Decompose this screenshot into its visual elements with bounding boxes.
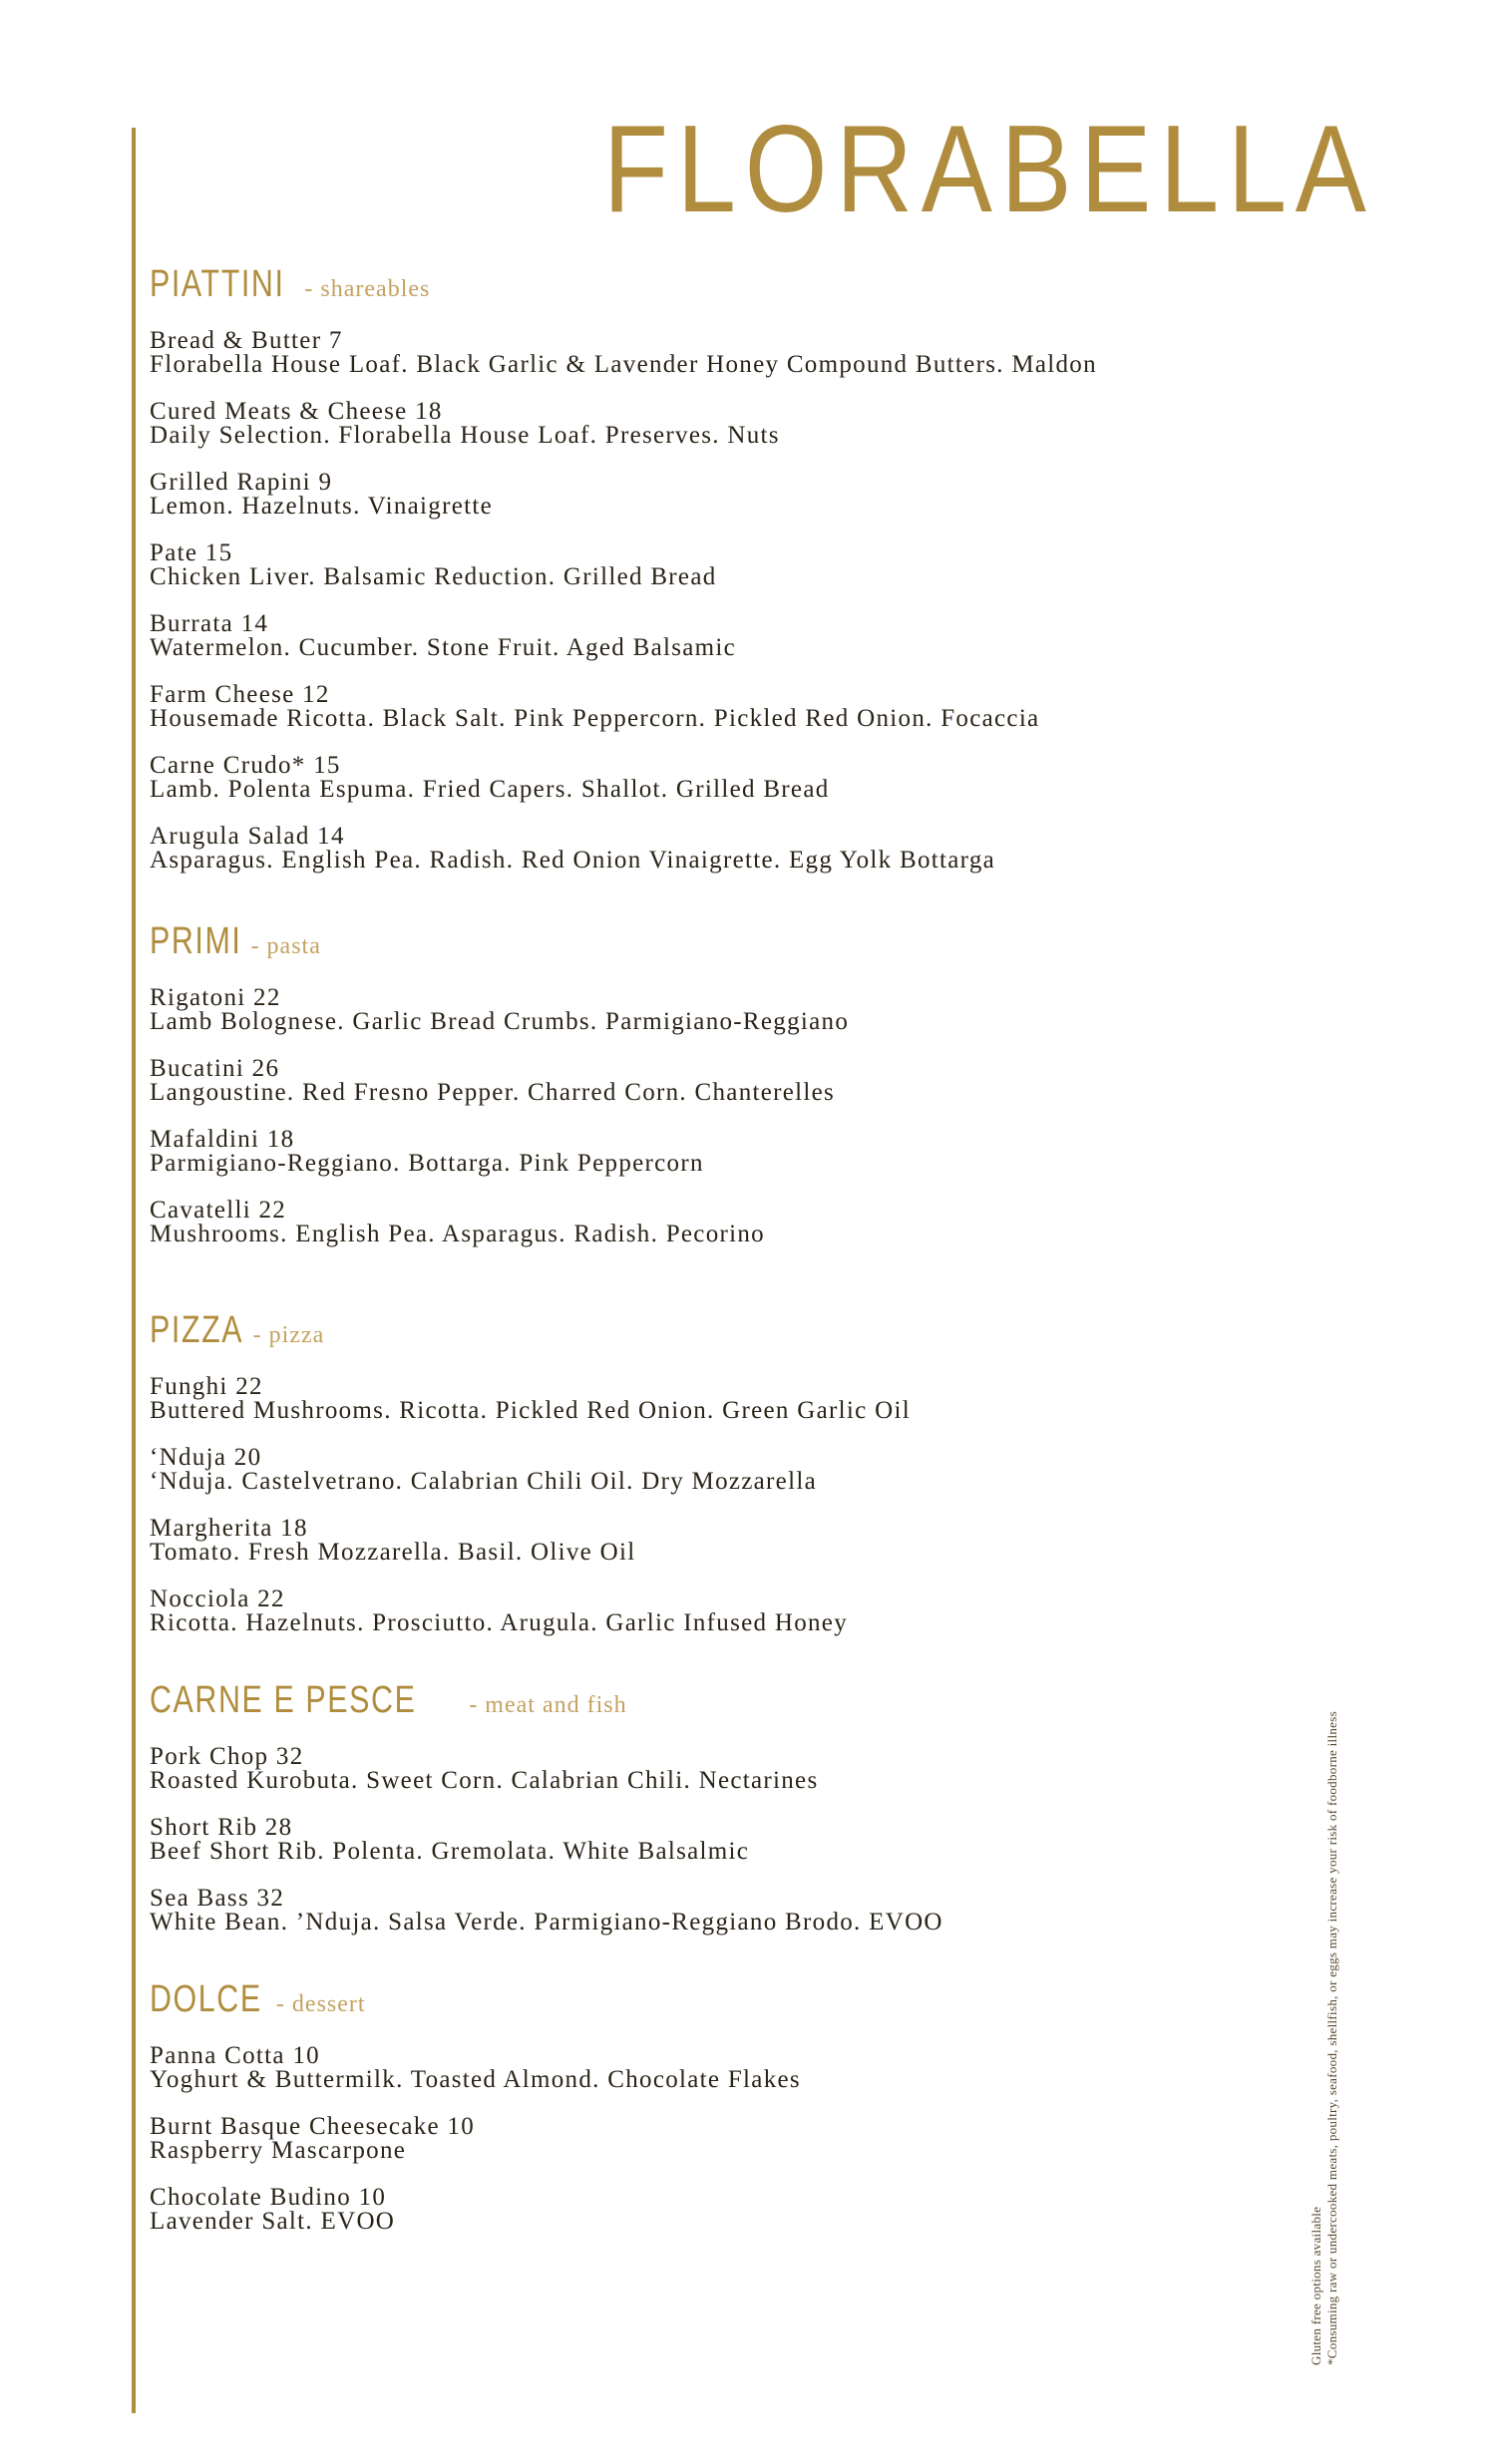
menu-item — [150, 1587, 1247, 1635]
item-description: Watermelon. Cucumber. Stone Fruit. Aged Balsamic — [150, 634, 737, 661]
item-description: Raspberry Mascarpone — [150, 2137, 407, 2164]
item-name-price: Burnt Basque Cheesecake 10 — [150, 2113, 476, 2140]
menu-item — [150, 2115, 1247, 2163]
restaurant-logo-title: FLORABELLA — [602, 101, 1374, 238]
item-name-price: Arugula Salad 14 — [150, 823, 345, 850]
section-subtitle: - pasta — [250, 933, 321, 959]
section-title: DOLCE — [150, 1978, 262, 2020]
item-name-price: Grilled Rapini 9 — [150, 469, 333, 496]
item-description: Roasted Kurobuta. Sweet Corn. Calabrian Chili. Nectarines — [150, 1767, 819, 1794]
item-description: Lamb Bolognese. Garlic Bread Crumbs. Parmigiano-Reggiano — [150, 1008, 850, 1035]
item-name-price: Pate 15 — [150, 539, 233, 566]
section-heading — [150, 1309, 1247, 1353]
menu-item — [150, 1057, 1247, 1105]
item-name-price: Margherita 18 — [150, 1515, 308, 1542]
menu-item — [150, 471, 1247, 519]
item-name-price: Panna Cotta 10 — [150, 2042, 320, 2069]
menu-item — [150, 1517, 1247, 1565]
item-description: Ricotta. Hazelnuts. Prosciutto. Arugula. Garlic Infused Honey — [150, 1609, 848, 1636]
item-description: Tomato. Fresh Mozzarella. Basil. Olive Oil — [150, 1539, 636, 1566]
menu-item — [150, 1745, 1247, 1793]
section-title: PIATTINI — [150, 263, 285, 305]
menu-item — [150, 986, 1247, 1034]
menu-item — [150, 1375, 1247, 1423]
item-name-price: Sea Bass 32 — [150, 1885, 285, 1912]
item-description: Lamb. Polenta Espuma. Fried Capers. Shallot. Grilled Bread — [150, 776, 830, 803]
item-description: Yoghurt & Buttermilk. Toasted Almond. Chocolate Flakes — [150, 2066, 801, 2093]
section-subtitle: - shareables — [304, 276, 431, 302]
menu-item — [150, 683, 1247, 731]
vertical-rule — [132, 128, 136, 2413]
item-description: White Bean. ’Nduja. Salsa Verde. Parmigiano-Reggiano Brodo. EVOO — [150, 1909, 943, 1936]
item-name-price: Carne Crudo* 15 — [150, 752, 341, 779]
item-name-price: Bread & Butter 7 — [150, 327, 343, 354]
menu-item — [150, 1446, 1247, 1494]
item-name-price: Funghi 22 — [150, 1373, 263, 1400]
item-name-price: Mafaldini 18 — [150, 1126, 295, 1153]
item-description: Lemon. Hazelnuts. Vinaigrette — [150, 493, 493, 520]
item-name-price: Pork Chop 32 — [150, 1743, 304, 1770]
item-name-price: ‘Nduja 20 — [150, 1444, 262, 1471]
item-name-price: Burrata 14 — [150, 610, 269, 637]
item-description: Parmigiano-Reggiano. Bottarga. Pink Peppercorn — [150, 1150, 704, 1177]
item-name-price: Cavatelli 22 — [150, 1197, 287, 1224]
menu-item — [150, 612, 1247, 660]
section-subtitle: - dessert — [275, 1991, 366, 2017]
menu-item — [150, 329, 1247, 377]
item-description: ‘Nduja. Castelvetrano. Calabrian Chili Oil. Dry Mozzarella — [150, 1468, 817, 1495]
item-description: Beef Short Rib. Polenta. Gremolata. White Balsalmic — [150, 1838, 750, 1865]
item-name-price: Chocolate Budino 10 — [150, 2184, 387, 2211]
section-heading — [150, 1679, 1247, 1723]
menu-item — [150, 2044, 1247, 2092]
item-name-price: Rigatoni 22 — [150, 984, 281, 1011]
item-name-price: Cured Meats & Cheese 18 — [150, 398, 443, 425]
menu-item — [150, 2186, 1247, 2234]
section-title: CARNE E PESCE — [150, 1679, 417, 1721]
menu-item — [150, 541, 1247, 589]
section-subtitle: - pizza — [252, 1322, 325, 1348]
menu-section-dolce — [150, 1978, 1247, 2257]
item-description: Florabella House Loaf. Black Garlic & Lavender Honey Compound Butters. Maldon — [150, 351, 1097, 378]
item-name-price: Bucatini 26 — [150, 1055, 280, 1082]
item-description: Daily Selection. Florabella House Loaf. Preserves. Nuts — [150, 422, 780, 449]
section-heading — [150, 920, 1247, 964]
item-description: Asparagus. English Pea. Radish. Red Onion Vinaigrette. Egg Yolk Bottarga — [150, 847, 996, 874]
menu-item — [150, 825, 1247, 873]
menu-section-pizza — [150, 1309, 1247, 1658]
menu-section-primi — [150, 920, 1247, 1269]
menu-item — [150, 1816, 1247, 1864]
menu-item — [150, 1199, 1247, 1246]
section-title: PRIMI — [150, 920, 242, 962]
item-description: Chicken Liver. Balsamic Reduction. Grilled Bread — [150, 563, 717, 590]
item-description: Langoustine. Red Fresno Pepper. Charred Corn. Chanterelles — [150, 1079, 836, 1106]
footnotes — [1309, 1711, 1340, 2365]
menu-item — [150, 400, 1247, 448]
item-description: Buttered Mushrooms. Ricotta. Pickled Red Onion. Green Garlic Oil — [150, 1397, 911, 1424]
section-title: PIZZA — [150, 1309, 244, 1351]
item-description: Housemade Ricotta. Black Salt. Pink Peppercorn. Pickled Red Onion. Focaccia — [150, 705, 1040, 732]
item-description: Mushrooms. English Pea. Asparagus. Radish. Pecorino — [150, 1221, 765, 1247]
section-heading — [150, 1978, 1247, 2022]
item-name-price: Short Rib 28 — [150, 1814, 293, 1841]
menu-item — [150, 754, 1247, 802]
section-subtitle: - meat and fish — [469, 1692, 627, 1718]
menu-item — [150, 1887, 1247, 1935]
section-heading — [150, 263, 1247, 307]
raw-food-warning: *Consuming raw or undercooked meats, poultry, seafood, shellfish, or eggs may increase your risk of foodborne illness — [1324, 1711, 1339, 2365]
item-name-price: Farm Cheese 12 — [150, 681, 330, 708]
menu-section-carne-e-pesce — [150, 1679, 1247, 1957]
item-name-price: Nocciola 22 — [150, 1585, 285, 1612]
gluten-free-note: Gluten free options available — [1309, 2206, 1323, 2365]
menu-section-piattini — [150, 263, 1247, 895]
menu-item — [150, 1128, 1247, 1176]
item-description: Lavender Salt. EVOO — [150, 2208, 396, 2235]
